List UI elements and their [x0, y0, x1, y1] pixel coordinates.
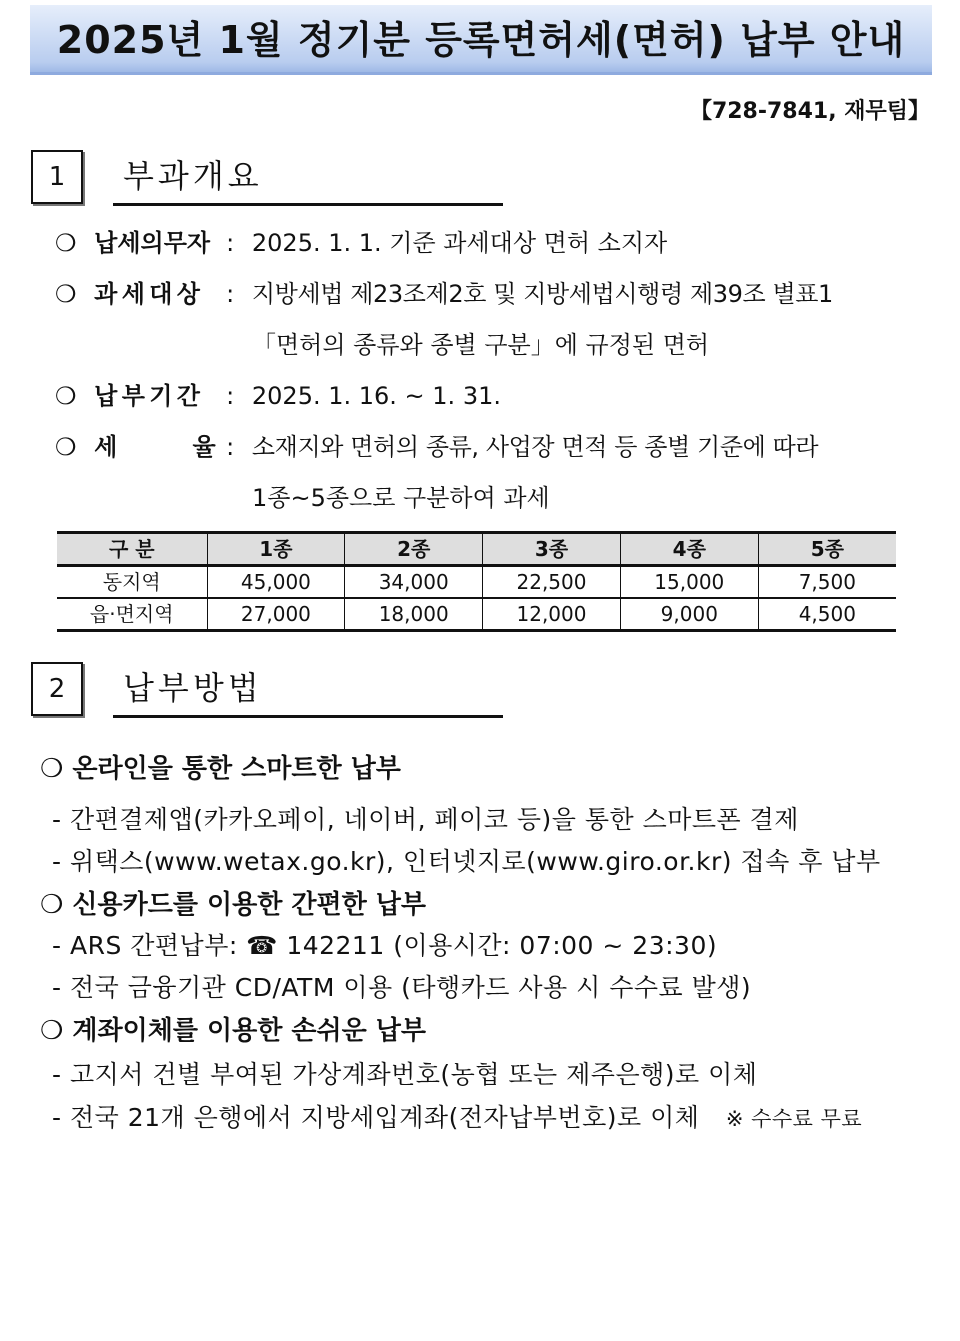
bullet-icon: ❍: [55, 280, 77, 308]
table-cell: 12,000: [483, 598, 621, 631]
item-text: 2025. 1. 1. 기준 과세대상 면허 소지자: [251, 229, 668, 257]
item-text: 2025. 1. 16. ~ 1. 31.: [251, 382, 501, 410]
table-cell: 9,000: [620, 598, 758, 631]
contact-info: 【728-7841, 재무팀】: [689, 99, 930, 124]
item-sep: :: [226, 280, 235, 308]
table-cell: 동지역: [102, 570, 161, 594]
table-header: 3종: [483, 533, 621, 566]
overview-item-rate-cont: 1종~5종으로 구분하여 과세: [252, 484, 550, 512]
bullet-icon: ❍: [55, 382, 77, 410]
fee-free-note: ※ 수수료 무료: [725, 1107, 863, 1131]
table-cell: 22,500: [483, 566, 621, 599]
payment-card-line-1: - ARS 간편납부: ☎ 142211 (이용시간: 07:00 ~ 23:30): [52, 931, 718, 960]
overview-item-period: [55, 380, 501, 412]
table-header: 2종: [345, 533, 483, 566]
table-cell: 34,000: [345, 566, 483, 599]
item-sep: :: [226, 433, 235, 461]
table-cell: 45,000: [207, 566, 345, 599]
overview-item-target-cont: 「면허의 종류와 종별 구분」에 규정된 면허: [252, 331, 710, 359]
payment-transfer-line-2-text: - 전국 21개 은행에서 지방세입계좌(전자납부번호)로 이체: [52, 1103, 700, 1132]
table-cell: 4,500: [758, 598, 896, 631]
item-sep: :: [226, 382, 235, 410]
overview-item-target: [55, 278, 833, 310]
table-header-row: [57, 533, 896, 566]
item-label: 납 부 기 간: [94, 382, 198, 410]
section-number-2: 2: [31, 662, 83, 716]
payment-transfer-heading: ❍ 계좌이체를 이용한 손쉬운 납부: [40, 1016, 427, 1046]
table-header: 5종: [758, 533, 896, 566]
page-title: 2025년 1월 정기분 등록면허세(면허) 납부 안내: [56, 18, 906, 62]
table-header: 구 분: [108, 537, 155, 561]
table-cell: 27,000: [207, 598, 345, 631]
overview-item-rate: [55, 431, 818, 463]
payment-transfer-line-1: - 고지서 건별 부여된 가상계좌번호(농협 또는 제주은행)로 이체: [52, 1060, 758, 1089]
item-label: 과 세 대 상: [94, 280, 198, 308]
item-label: 세 율: [94, 433, 216, 461]
section-title-overview: 부과개요: [113, 150, 503, 206]
item-text: 소재지와 면허의 종류, 사업장 면적 등 종별 기준에 따라: [251, 433, 819, 461]
payment-online-heading: ❍ 온라인을 통한 스마트한 납부: [40, 754, 401, 784]
table-header: 4종: [620, 533, 758, 566]
payment-card-line-2: - 전국 금융기관 CD/ATM 이용 (타행카드 사용 시 수수료 발생): [52, 973, 752, 1002]
title-banner: [30, 5, 932, 75]
payment-online-line-1: - 간편결제앱(카카오페이, 네이버, 페이코 등)을 통한 스마트폰 결제: [52, 805, 799, 834]
table-row: [57, 566, 896, 599]
table-cell: 7,500: [758, 566, 896, 599]
tax-rate-table: [57, 531, 896, 632]
payment-card-heading: ❍ 신용카드를 이용한 간편한 납부: [40, 890, 427, 920]
payment-online-line-2: - 위택스(www.wetax.go.kr), 인터넷지로(www.giro.or.kr) 접속 후 납부: [52, 847, 881, 876]
table-row: [57, 598, 896, 631]
bullet-icon: ❍: [55, 433, 77, 461]
section-number-1: 1: [31, 150, 83, 204]
table-cell: 18,000: [345, 598, 483, 631]
table-cell: 읍·면지역: [89, 602, 174, 626]
item-text: 지방세법 제23조제2호 및 지방세법시행령 제39조 별표1: [251, 280, 833, 308]
bullet-icon: ❍: [55, 229, 77, 257]
item-label: 납세의무자: [94, 229, 211, 257]
table-header: 1종: [207, 533, 345, 566]
payment-transfer-line-2: [52, 1098, 862, 1134]
table-cell: 15,000: [620, 566, 758, 599]
section-title-payment: 납부방법: [113, 662, 503, 718]
item-sep: :: [226, 229, 235, 257]
overview-item-taxpayer: [55, 227, 667, 259]
